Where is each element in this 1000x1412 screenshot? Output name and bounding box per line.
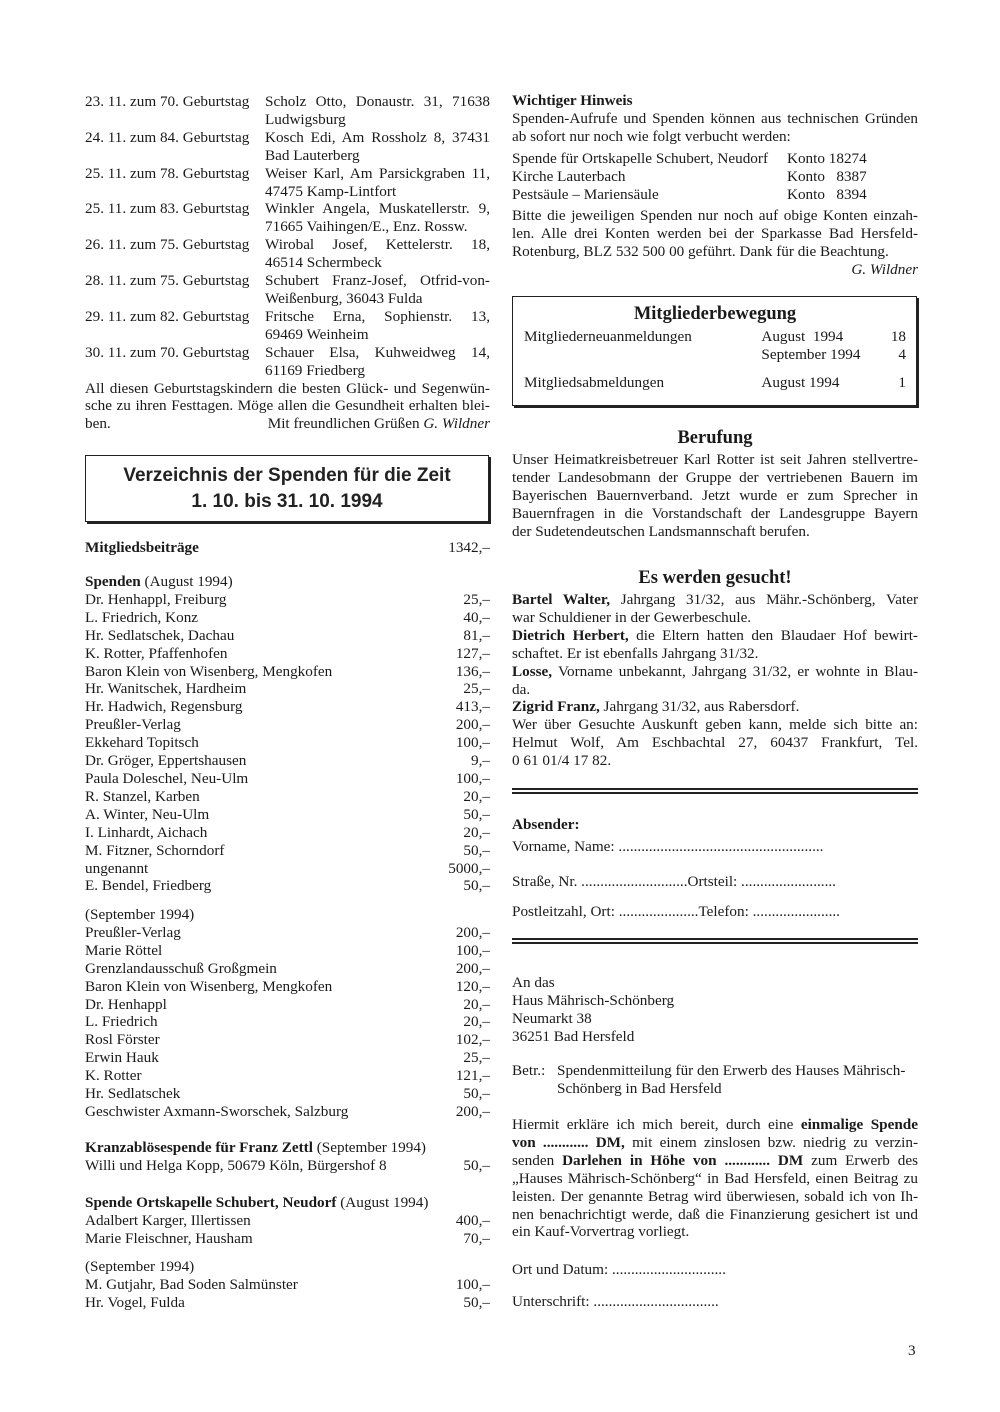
greeting-text: Mit freundlichen Grüßen	[267, 415, 424, 433]
search-contact-line: Helmut Wolf, Am Eschbachtal 27, 60437 Frankfurt, Tel.	[512, 734, 918, 752]
donations-title-line1: Verzeichnis der Spenden für die Zeit	[123, 465, 451, 486]
donation-amount: 100,–	[455, 734, 490, 752]
donation-row	[85, 978, 490, 996]
section-period: (September 1994)	[312, 1139, 426, 1156]
search-entry-line	[512, 627, 918, 645]
section-period: (September 1994)	[85, 1258, 195, 1275]
donation-amount: 70,–	[463, 1229, 490, 1247]
birthday-closing-line: ben.	[85, 415, 111, 433]
donation-row	[85, 1103, 490, 1121]
birthday-person	[265, 308, 490, 344]
search-text: Jahrgang 31/32, aus Rabersdorf.	[599, 698, 800, 716]
donation-amount: 50,–	[463, 841, 490, 859]
declaration-text: mit einem zinslosen bzw. niedrig zu verzin-	[624, 1133, 919, 1151]
donation-row	[85, 609, 490, 627]
donation-row	[85, 734, 490, 752]
donor-name: Dr. Henhappl, Freiburg	[85, 590, 227, 608]
donation-row	[85, 1049, 490, 1067]
birthday-closing-line: sche zu ihren Festtagen. Möge allen die Gesundheit erhalten blei-	[85, 397, 490, 415]
declaration-text: Hiermit erkläre ich mich bereit, durch eine	[512, 1116, 801, 1133]
member-count: 4	[898, 345, 906, 363]
member-period: August 1994	[761, 373, 840, 391]
notice-body-line: Bitte die jeweiligen Spenden nur noch auf obige Konten einzah-	[512, 207, 918, 225]
donor-name: Marie Fleischner, Hausham	[85, 1229, 253, 1247]
birthday-address-line: Schauer Elsa, Kuhweidweg 14,	[265, 343, 490, 361]
greeting	[268, 415, 490, 433]
declaration-bold: einmalige Spende	[800, 1116, 918, 1133]
donation-row	[85, 788, 490, 806]
donation-row	[85, 842, 490, 860]
donation-row	[85, 591, 490, 609]
member-period: August 1994	[761, 328, 844, 345]
berufung-line: Bauernfragen in die Vorstandschaft der Landesgruppe Bayern	[512, 504, 918, 522]
birthday-address-line: Wirobal Josef, Kettelerstr. 18,	[265, 236, 490, 254]
place-date-field[interactable]: Ort und Datum: ..............................	[512, 1261, 726, 1278]
donation-amount: 200,–	[455, 959, 490, 977]
donation-amount: 25,–	[463, 1049, 490, 1067]
signature: G. Wildner	[423, 415, 490, 433]
donations-kranz	[85, 1139, 490, 1175]
donations-ortskapelle-september	[85, 1258, 490, 1312]
donor-name: Hr. Hadwich, Regensburg	[85, 698, 243, 716]
account-name: Spende für Ortskapelle Schubert, Neudorf	[512, 149, 768, 167]
donor-name: A. Winter, Neu-Ulm	[85, 805, 210, 823]
donor-name: Baron Klein von Wisenberg, Mengkofen	[85, 977, 333, 995]
loan-amount-field[interactable]: Darlehen in Höhe von ............ DM	[562, 1151, 804, 1169]
donation-amount: 413,–	[455, 698, 490, 716]
sender-form	[512, 816, 918, 921]
donation-row	[85, 996, 490, 1014]
donation-amount: 120,–	[455, 977, 490, 995]
donations-august	[85, 573, 490, 895]
donation-amount: 200,–	[455, 923, 490, 941]
donation-row	[85, 1067, 490, 1085]
donor-name: K. Rotter, Pfaffenhofen	[85, 644, 228, 662]
member-row	[524, 346, 906, 364]
declaration-text: zum Erwerb des	[803, 1151, 918, 1169]
donation-amount: 50,–	[463, 1293, 490, 1311]
search-entry-line	[512, 698, 918, 716]
donation-amount-field[interactable]: von ............ DM,	[512, 1133, 625, 1151]
member-category	[524, 346, 761, 364]
donation-row	[85, 1157, 490, 1175]
section-period: (September 1994)	[85, 906, 195, 923]
declaration-line: ein Kauf-Vorvertrag vorliegt.	[512, 1223, 690, 1241]
birthday-entry	[85, 236, 490, 272]
birthday-date: 29. 11. zum 82. Geburtstag	[85, 307, 250, 325]
searched-person: Dietrich Herbert,	[512, 626, 629, 644]
notice-intro-line: Spenden-Aufrufe und Spenden können aus technischen Gründen	[512, 109, 918, 127]
account-number: Konto 8387	[787, 167, 867, 185]
donation-amount: 50,–	[463, 877, 490, 895]
donation-row	[85, 960, 490, 978]
donation-row	[85, 806, 490, 824]
donation-amount: 40,–	[463, 608, 490, 626]
declaration-line	[512, 1134, 918, 1152]
declaration-line: nen benachrichtigt werde, daß die Finanzierung gesichert ist und	[512, 1205, 918, 1223]
donation-row	[85, 627, 490, 645]
search-title: Es werden gesucht!	[638, 568, 792, 588]
address-line: 36251 Bad Hersfeld	[512, 1027, 635, 1045]
donation-amount: 200,–	[455, 1102, 490, 1120]
donation-row	[85, 716, 490, 734]
donation-row	[85, 645, 490, 663]
donor-name: E. Bendel, Friedberg	[85, 877, 212, 895]
search-text: die Eltern hatten den Blaudaer Hof bewirt-	[628, 626, 918, 644]
donation-amount: 136,–	[455, 662, 490, 680]
searched-person: Zigrid Franz,	[512, 698, 600, 716]
searched-person: Losse,	[512, 662, 553, 680]
notice-body-line: len. Alle drei Konten werden bei der Sparkasse Bad Hersfeld-	[512, 225, 918, 243]
name-field[interactable]: Vorname, Name: ......................................................	[512, 837, 824, 855]
sender-label: Absender:	[512, 816, 580, 833]
birthday-date: 28. 11. zum 75. Geburtstag	[85, 272, 250, 290]
donation-row	[85, 663, 490, 681]
address-line: An das	[512, 974, 555, 991]
birthday-address-line: Schubert Franz-Josef, Otfrid-von-	[265, 272, 490, 290]
donor-name: Preußler-Verlag	[85, 716, 181, 734]
donation-amount: 50,–	[463, 1156, 490, 1174]
search-text: Vorname unbekannt, Jahrgang 31/32, er wohnte in Blau-	[552, 662, 918, 680]
birthday-entry	[85, 129, 490, 165]
donations-ortskapelle	[85, 1194, 490, 1248]
donation-row	[85, 1276, 490, 1294]
birthday-address-line: 71665 Vaihingen/E., Enz. Rossw.	[265, 218, 468, 236]
membership-label: Mitgliedsbeiträge	[85, 539, 199, 556]
berufung-title: Berufung	[677, 428, 753, 448]
donation-amount: 25,–	[463, 590, 490, 608]
donor-name: Ekkehard Topitsch	[85, 734, 199, 752]
donation-row	[85, 824, 490, 842]
berufung-line: der Sudetendeutschen Landsmannschaft berufen.	[512, 522, 810, 540]
declaration-line	[512, 1116, 918, 1134]
notice-signature: G. Wildner	[851, 261, 918, 279]
donation-row	[85, 877, 490, 895]
divider	[512, 788, 918, 794]
search-entry-line	[512, 663, 918, 681]
declaration-line: leisten. Der genannte Betrag wird überwiesen, sobald ich von Ih-	[512, 1187, 918, 1205]
berufung-line: Bayerischen Bauernverband. Jetzt wurde er zum Sprecher in	[512, 486, 918, 504]
donation-row	[85, 680, 490, 698]
donor-name: M. Fitzner, Schorndorf	[85, 841, 225, 859]
donor-name: Rosl Förster	[85, 1031, 160, 1049]
donation-amount: 20,–	[463, 787, 490, 805]
search-entry-line	[512, 591, 918, 609]
subject-label: Betr.:	[512, 1062, 546, 1079]
donor-name: Baron Klein von Wisenberg, Mengkofen	[85, 662, 333, 680]
birthday-entry	[85, 272, 490, 308]
birthday-address-line: Weiser Karl, Am Parsickgraben 11,	[265, 164, 490, 182]
donation-amount: 100,–	[455, 941, 490, 959]
donor-name: Dr. Gröger, Eppertshausen	[85, 752, 247, 770]
donation-amount: 100,–	[455, 1275, 490, 1293]
birthday-person	[265, 165, 490, 201]
address-line: Neumarkt 38	[512, 1009, 592, 1027]
donor-name: Hr. Vogel, Fulda	[85, 1293, 185, 1311]
declaration-line: „Hauses Mährisch-Schönberg“ in Bad Hersfeld, einen Beitrag zu	[512, 1169, 918, 1187]
donor-name: Hr. Sedlatschek	[85, 1085, 181, 1103]
donor-name: Marie Röttel	[85, 941, 163, 959]
donor-name: I. Linhardt, Aichach	[85, 823, 208, 841]
account-row	[512, 186, 918, 204]
donor-name: Grenzlandausschuß Großgmein	[85, 959, 277, 977]
donor-name: Willi und Helga Kopp, 50679 Köln, Bürgershof 8	[85, 1156, 387, 1174]
birthday-entry	[85, 200, 490, 236]
birthday-address-line: Kosch Edi, Am Rossholz 8, 37431	[265, 128, 490, 146]
donation-amount: 400,–	[455, 1211, 490, 1229]
birthday-date: 26. 11. zum 75. Geburtstag	[85, 236, 250, 254]
birthday-entry	[85, 165, 490, 201]
donation-row	[85, 1085, 490, 1103]
membership-amount: 1342,–	[448, 539, 490, 556]
donation-amount: 127,–	[455, 644, 490, 662]
donation-amount: 20,–	[463, 995, 490, 1013]
postcode-phone-field[interactable]: Postleitzahl, Ort: .....................Telefon: .......................	[512, 902, 840, 920]
account-row	[512, 168, 918, 186]
donation-row	[85, 1212, 490, 1230]
birthday-entry	[85, 93, 490, 129]
birthday-address-line: Weißenburg, 36043 Fulda	[265, 289, 423, 307]
donation-amount: 20,–	[463, 1013, 490, 1031]
donor-name: Hr. Wanitschek, Hardheim	[85, 680, 247, 698]
donation-row	[85, 752, 490, 770]
donor-name: Dr. Henhappl	[85, 995, 167, 1013]
notice-intro-line: ab sofort nur noch wie folgt verbucht werden:	[512, 127, 791, 145]
birthday-entry	[85, 344, 490, 380]
donations-september	[85, 906, 490, 1121]
birthday-date: 25. 11. zum 83. Geburtstag	[85, 200, 250, 218]
birthday-person	[265, 344, 490, 380]
berufung-line: tender Landesobmann der Gruppe der vertriebenen Bauern im	[512, 468, 918, 486]
donor-name: Preußler-Verlag	[85, 923, 181, 941]
account-number: Konto 18274	[787, 149, 867, 167]
declaration-line	[512, 1152, 918, 1170]
donor-name: Adalbert Karger, Illertissen	[85, 1211, 251, 1229]
birthday-entry	[85, 308, 490, 344]
donation-amount: 81,–	[463, 626, 490, 644]
birthday-date: 30. 11. zum 70. Geburtstag	[85, 343, 250, 361]
birthday-person	[265, 272, 490, 308]
birthday-address-line: Bad Lauterberg	[265, 146, 360, 164]
donation-row	[85, 770, 490, 788]
search-text: Jahrgang 31/32, aus Mähr.-Schönberg, Vater	[610, 591, 919, 608]
donation-amount: 50,–	[463, 1085, 490, 1103]
donation-amount: 9,–	[471, 752, 490, 770]
birthday-address-line: Fritsche Erna, Sophienstr. 13,	[265, 307, 490, 325]
birthday-closing-line: All diesen Geburtstagskindern die besten Glück- und Segenwün-	[85, 379, 490, 397]
donor-name: ungenannt	[85, 859, 149, 877]
member-count: 18	[890, 328, 906, 345]
donor-name: L. Friedrich	[85, 1013, 158, 1031]
account-row	[512, 150, 918, 168]
member-movement-box	[512, 296, 917, 406]
account-number: Konto 8394	[787, 185, 867, 203]
section-heading: Spenden	[85, 573, 141, 590]
search-entry-line: war Schuldiener in der Gewerbeschule.	[512, 608, 752, 626]
donation-row	[85, 942, 490, 960]
berufung-line: Unser Heimatkreisbetreuer Karl Rotter ist seit Jahren stellvertre-	[512, 451, 918, 468]
birthday-address-line: Ludwigsburg	[265, 110, 346, 128]
notice-section	[512, 92, 918, 279]
donation-row	[85, 1013, 490, 1031]
membership-fees-row	[85, 539, 490, 557]
search-section	[512, 567, 918, 770]
donations-title-line2: 1. 10. bis 31. 10. 1994	[191, 491, 383, 512]
section-period: (August 1994)	[336, 1194, 429, 1211]
donor-name: Hr. Sedlatschek, Dachau	[85, 626, 235, 644]
birthday-list	[85, 93, 490, 433]
searched-person: Bartel Walter,	[512, 591, 611, 608]
donor-name: K. Rotter	[85, 1067, 142, 1085]
donor-name: Erwin Hauk	[85, 1049, 159, 1067]
birthday-date: 25. 11. zum 78. Geburtstag	[85, 164, 250, 182]
member-period: September 1994	[761, 345, 861, 363]
birthday-address-line: 61169 Friedberg	[265, 361, 365, 379]
donation-row	[85, 1031, 490, 1049]
donation-amount: 25,–	[463, 680, 490, 698]
subject-line: Schönberg in Bad Hersfeld	[557, 1079, 722, 1097]
donor-name: M. Gutjahr, Bad Soden Salmünster	[85, 1275, 298, 1293]
notice-body-line: Rotenburg, BLZ 532 500 00 geführt. Dank für die Beachtung.	[512, 243, 889, 261]
member-category: Mitgliedsabmeldungen	[524, 373, 665, 391]
search-entry-line: schaftet. Er ist ebenfalls Jahrgang 31/32.	[512, 644, 759, 662]
address-line: Haus Mährisch-Schönberg	[512, 991, 675, 1009]
donor-name: Geschwister Axmann-Sworschek, Salzburg	[85, 1102, 349, 1120]
birthday-date: 24. 11. zum 84. Geburtstag	[85, 128, 250, 146]
search-contact-line: Wer über Gesuchte Auskunft geben kann, melde sich bitte an:	[512, 716, 918, 734]
page-number: 3	[908, 1342, 916, 1359]
subject-line: Spendenmitteilung für den Erwerb des Hauses Mährisch-	[557, 1062, 906, 1079]
birthday-address-line: Winkler Angela, Muskatellerstr. 9,	[265, 200, 490, 218]
donation-row	[85, 924, 490, 942]
birthday-date: 23. 11. zum 70. Geburtstag	[85, 93, 250, 110]
donation-amount: 5000,–	[448, 859, 490, 877]
berufung-section	[512, 427, 918, 541]
birthday-address-line: 47475 Kamp-Lintfort	[265, 182, 397, 200]
account-name: Kirche Lauterbach	[512, 167, 626, 185]
donation-amount: 20,–	[463, 823, 490, 841]
donation-amount: 102,–	[455, 1031, 490, 1049]
birthday-person	[265, 93, 490, 129]
donations-title-box	[85, 455, 489, 522]
donation-row	[85, 1230, 490, 1248]
donation-row	[85, 1294, 490, 1312]
declaration	[512, 1116, 918, 1241]
donation-amount: 100,–	[455, 769, 490, 787]
notice-title: Wichtiger Hinweis	[512, 92, 633, 109]
member-row	[524, 374, 906, 392]
birthday-address-line: 46514 Schermbeck	[265, 254, 382, 272]
member-category: Mitgliederneuanmeldungen	[524, 328, 692, 345]
donation-row	[85, 860, 490, 878]
donation-amount: 50,–	[463, 805, 490, 823]
donor-name: L. Friedrich, Konz	[85, 608, 199, 626]
street-field[interactable]: Straße, Nr. ............................Ortsteil: .........................	[512, 872, 836, 890]
donation-row	[85, 698, 490, 716]
birthday-person	[265, 200, 490, 236]
search-entry-line: da.	[512, 680, 531, 698]
signature-field[interactable]: Unterschrift: .................................	[512, 1293, 719, 1310]
member-count: 1	[898, 373, 906, 391]
declaration-text: senden	[512, 1151, 563, 1169]
donation-amount: 200,–	[455, 716, 490, 734]
section-heading: Spende Ortskapelle Schubert, Neudorf	[85, 1194, 337, 1211]
birthday-person	[265, 236, 490, 272]
donation-amount: 121,–	[455, 1067, 490, 1085]
donor-name: Paula Doleschel, Neu-Ulm	[85, 769, 249, 787]
donor-name: R. Stanzel, Karben	[85, 787, 200, 805]
subject	[512, 1062, 918, 1098]
search-contact-line: 0 61 01/4 17 82.	[512, 752, 612, 770]
section-heading: Kranzablösespende für Franz Zettl	[85, 1139, 313, 1156]
account-name: Pestsäule – Mariensäule	[512, 185, 659, 203]
member-row	[524, 328, 906, 346]
divider	[512, 938, 918, 944]
member-movement-title: Mitgliederbewegung	[633, 304, 797, 324]
birthday-person	[265, 129, 490, 165]
birthday-address-line: 69469 Weinheim	[265, 325, 369, 343]
recipient-address	[512, 974, 918, 1046]
birthday-address-line: Scholz Otto, Donaustr. 31, 71638	[265, 93, 490, 110]
section-period: (August 1994)	[140, 573, 233, 590]
